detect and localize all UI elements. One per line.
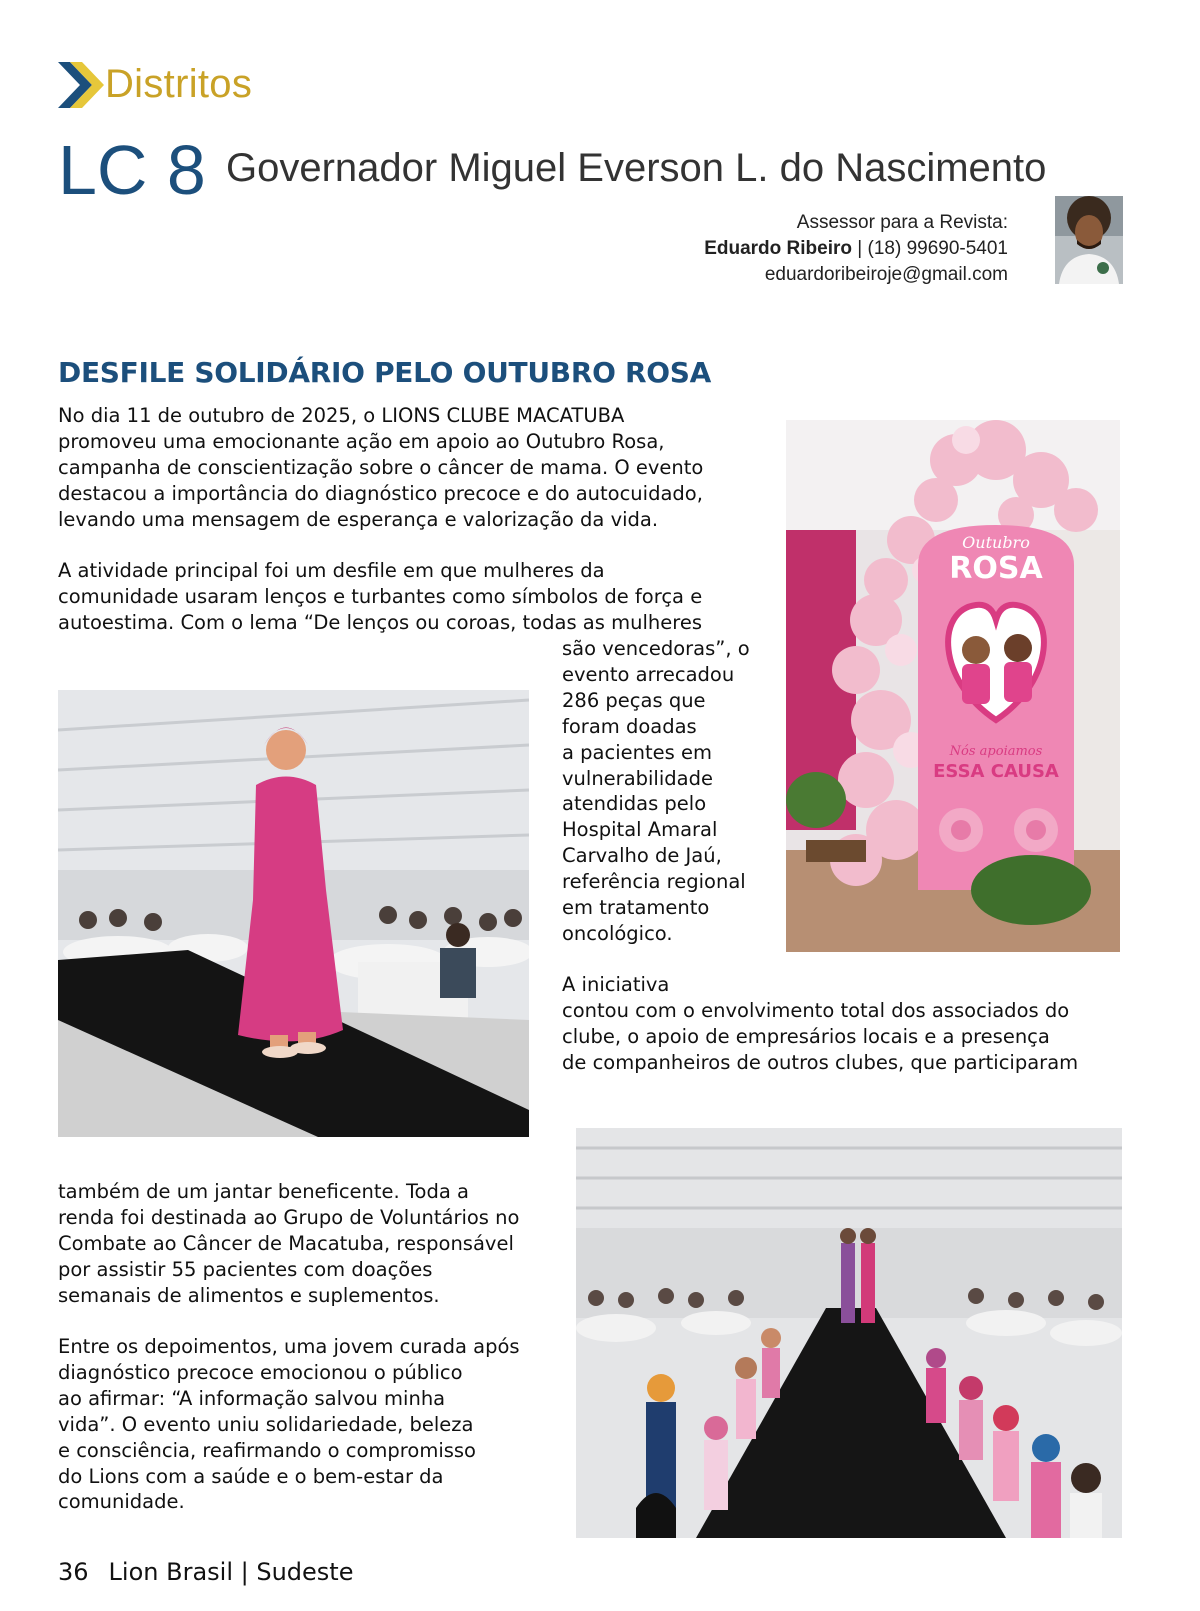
paragraph-2a: A atividade principal foi um desfile em que mulheres da comunidade usaram lenços e turbantes como símbolos de força e autoestima. Com o lema “De lenços ou coroas, todas as mulheres (58, 559, 703, 634)
publication-name: Lion Brasil | Sudeste (108, 1558, 354, 1586)
section-title: Distritos (105, 62, 253, 106)
district-code: LC 8 (58, 131, 206, 209)
photo-audience-group (576, 1128, 1122, 1538)
advisor-contact (704, 236, 1008, 262)
page-number: 36 (58, 1558, 89, 1586)
booth-big-text: ROSA (949, 551, 1043, 586)
booth-slogan-big: ESSA CAUSA (933, 761, 1059, 782)
governor-name: Governador Miguel Everson L. do Nascimento (226, 146, 1047, 190)
paragraph-3b: também de um jantar beneficente. Toda a renda foi destinada ao Grupo de Voluntários no Combate ao Câncer de Macatuba, responsável por assistir 55 pacientes com doações semanais de alimentos e suplementos. (58, 1180, 520, 1307)
paragraph-2b: são vencedoras”, o evento arrecadou 286 peças que foram doadas a pacientes em vulnerabilidade atendidas pelo Hospital Amaral Carvalho de Jaú, referência regional em tratamento oncológico. (562, 637, 750, 945)
booth-small-text: Outubro (962, 533, 1030, 552)
paragraph-3a: A iniciativa contou com o envolvimento total dos associados do clube, o apoio de empresários locais e a presença de companheiros de outros clubes, que participaram (562, 973, 1079, 1074)
page-footer (58, 1556, 353, 1588)
booth-slogan-small: Nós apoiamos (949, 744, 1043, 759)
advisor-name: Eduardo Ribeiro (704, 238, 852, 259)
advisor-label: Assessor para a Revista: (796, 212, 1008, 233)
photo-outubro-rosa-booth (786, 420, 1120, 952)
paragraph-1: No dia 11 de outubro de 2025, o LIONS CLUBE MACATUBA promoveu uma emocionante ação em apoio ao Outubro Rosa, campanha de conscientização sobre o câncer de mama. O evento destacou a importância do diagnóstico precoce e do autocuidado, levando uma mensagem de esperança e valorização da vida. (58, 404, 704, 531)
advisor-phone: | (18) 99690-5401 (857, 238, 1008, 259)
advisor-info (704, 210, 1008, 288)
advisor-avatar (1055, 196, 1123, 284)
advisor-email: eduardoribeiroje@gmail.com (764, 264, 1008, 285)
article-title: DESFILE SOLIDÁRIO PELO OUTUBRO ROSA (58, 356, 712, 389)
chevron-right-icon (58, 62, 104, 108)
photo-runway-model (58, 690, 529, 1137)
paragraph-4: Entre os depoimentos, uma jovem curada após diagnóstico precoce emocionou o público ao afirmar: “A informação salvou minha vida”. O evento uniu solidariedade, beleza e consciência, reafirmando o compromisso do Lions com a saúde e o bem-estar da comunidade. (58, 1335, 520, 1514)
